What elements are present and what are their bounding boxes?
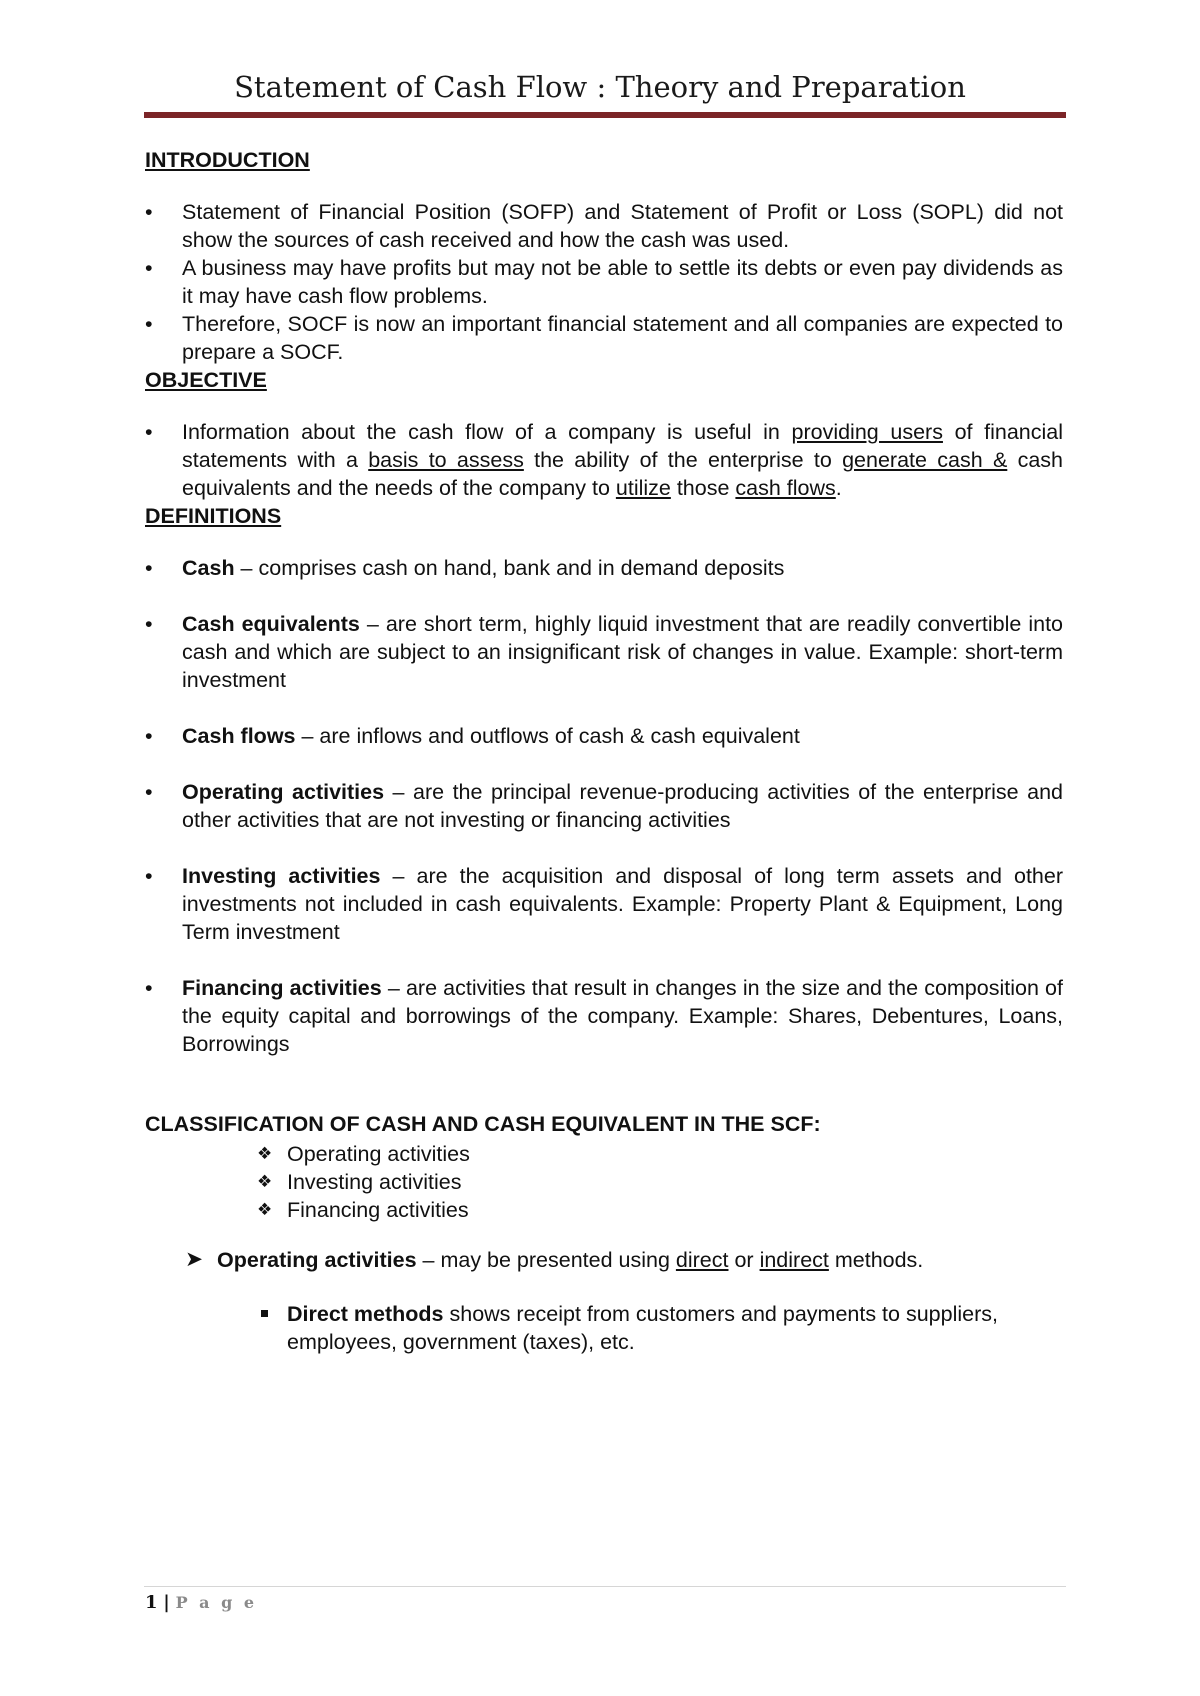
operating-text: – may be presented using (416, 1248, 676, 1272)
square-bullet-icon (261, 1310, 268, 1317)
classification-list (145, 1140, 1063, 1224)
introduction-item: • Therefore, SOCF is now an important financial statement and all companies are expected to prepare a SOCF. (145, 310, 1063, 366)
definition-text: – are short term, highly liquid investment that are readily convertible into cash and which are subject to an insignificant risk of changes in value. Example: short-term investment (182, 612, 1063, 692)
direct-methods-note (257, 1300, 1063, 1356)
footer-rule (144, 1586, 1066, 1587)
classification-heading: CLASSIFICATION OF CASH AND CASH EQUIVALENT IN THE SCF: (145, 1112, 821, 1136)
objective-text: those (670, 476, 736, 500)
objective-underline: generate cash & (842, 448, 1008, 472)
introduction-item: • Statement of Financial Position (SOFP) and Statement of Profit or Loss (SOPL) did not show the sources of cash received and how the cash was used. (145, 198, 1063, 254)
operating-activities-note (185, 1246, 1063, 1274)
objective-text: . (835, 476, 842, 500)
definitions-list (145, 554, 1063, 1058)
definition-cash-equivalents (145, 610, 1063, 694)
header-rule (144, 112, 1066, 118)
page-number: 1 (145, 1592, 158, 1613)
definition-investing-activities (145, 862, 1063, 946)
document-body (145, 146, 1063, 1356)
objective-underline: cash flows (735, 476, 836, 500)
objective-underline: basis to assess (368, 448, 524, 472)
objective-text: cash equivalents and the needs of the company to (182, 448, 1063, 500)
classification-item: ❖ Investing activities (257, 1168, 1063, 1196)
objective-text: of financial statements with a (182, 420, 1064, 472)
definition-term: Operating activities (182, 780, 385, 804)
footer-separator: | (163, 1592, 170, 1613)
operating-underline: indirect (759, 1248, 829, 1272)
definition-text: – comprises cash on hand, bank and in demand deposits (234, 556, 785, 580)
objective-underline: utilize (615, 476, 671, 500)
objective-text: the ability of the enterprise to (523, 448, 843, 472)
page-title: Statement of Cash Flow : Theory and Preparation (234, 70, 966, 104)
objective-underline: providing users (791, 420, 943, 444)
definition-cash-flows (145, 722, 1063, 750)
introduction-item: • A business may have profits but may not be able to settle its debts or even pay dividends as it may have cash flow problems. (145, 254, 1063, 310)
operating-term: Operating activities (217, 1248, 417, 1272)
introduction-list (145, 198, 1063, 366)
page-footer (145, 1592, 257, 1613)
objective-list (145, 418, 1063, 502)
objective-item (145, 418, 1063, 502)
page-label: P a g e (175, 1593, 258, 1612)
definition-term: Investing activities (182, 864, 381, 888)
definition-term: Cash equivalents (182, 612, 360, 636)
operating-underline: direct (675, 1248, 729, 1272)
classification-item: ❖ Financing activities (257, 1196, 1063, 1224)
definition-term: Financing activities (182, 976, 382, 1000)
direct-text: shows receipt from customers and payments to suppliers, employees, government (taxes), etc. (287, 1302, 998, 1354)
definition-text: – are inflows and outflows of cash & cash equivalent (295, 724, 800, 748)
objective-heading: OBJECTIVE (145, 368, 267, 392)
definition-text: – are the principal revenue-producing activities of the enterprise and other activities that are not investing or financing activities (182, 780, 1063, 832)
definition-text: – are activities that result in changes in the size and the composition of the equity capital and borrowings of the company. Example: Shares, Debentures, Loans, Borrowings (182, 976, 1063, 1056)
arrow-bullet-icon: ➤ (185, 1247, 204, 1272)
operating-text: methods. (828, 1248, 924, 1272)
definition-financing-activities (145, 974, 1063, 1058)
definition-term: Cash (182, 556, 235, 580)
definition-term: Cash flows (182, 724, 296, 748)
definitions-heading: DEFINITIONS (145, 504, 282, 528)
classification-item: ❖ Operating activities (257, 1140, 1063, 1168)
definition-text: – are the acquisition and disposal of long term assets and other investments not included in cash equivalents. Example: Property Plant & Equipment, Long Term investment (182, 864, 1063, 944)
definition-operating-activities (145, 778, 1063, 834)
direct-term: Direct methods (287, 1302, 444, 1326)
objective-text: Information about the cash flow of a company is useful in (182, 420, 792, 444)
definition-cash (145, 554, 1063, 582)
operating-text: or (728, 1248, 760, 1272)
introduction-heading: INTRODUCTION (145, 148, 310, 172)
